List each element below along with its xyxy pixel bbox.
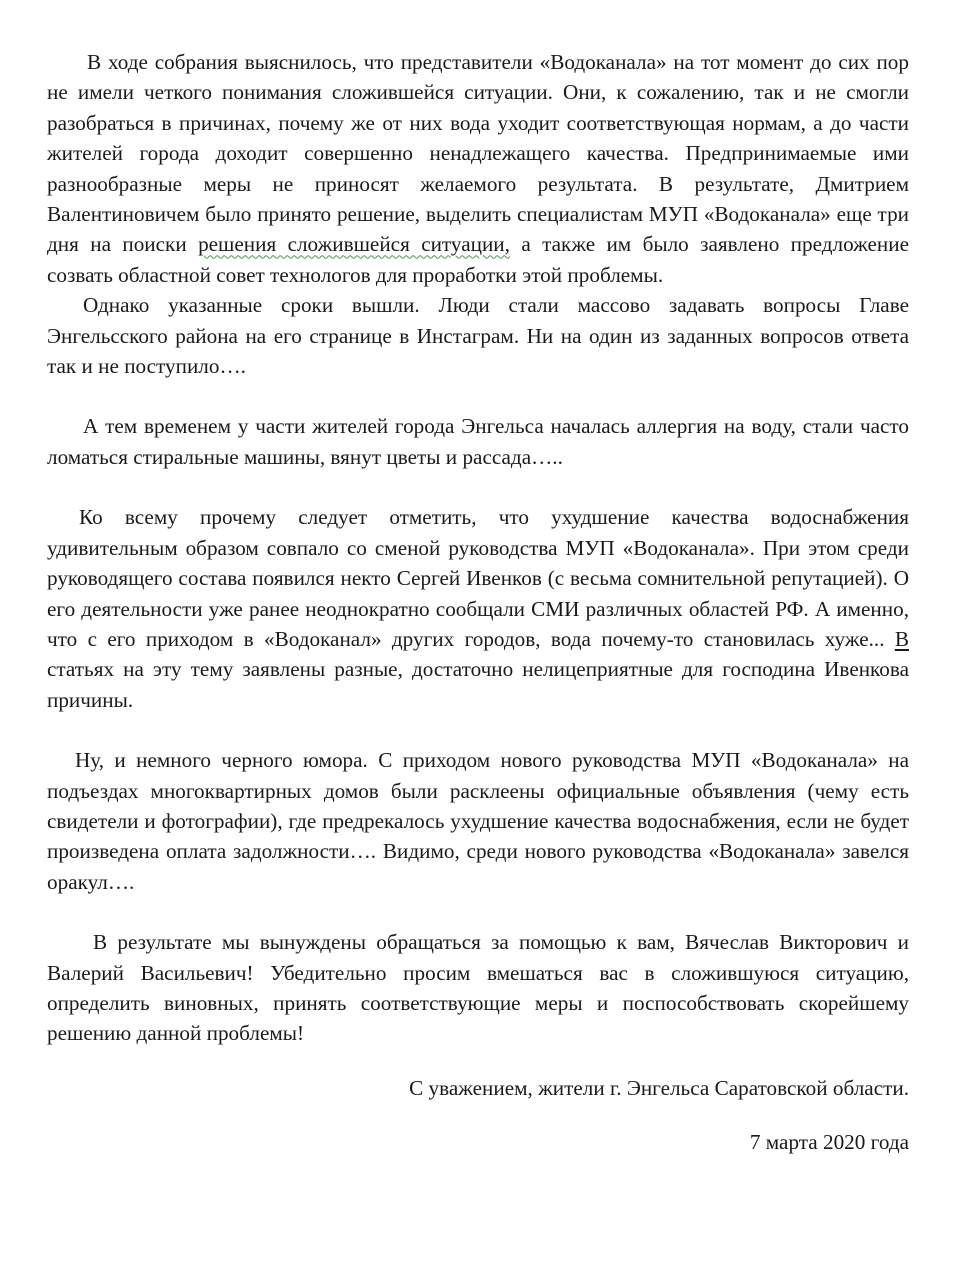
paragraph-meeting-text-start: В ходе собрания выяснилось, что представители «Водоканала» на тот момент до сих пор не имели четкого понимания сложившейся ситуации. Они, к сожалению, так и не смогли разобраться в причинах, почему же от них вода уходит соответствующая нормам, а до части жителей города доходит совершенно ненадлежащего качества. Предпринимаемые ими разнообразные меры не приносят желаемого результата. В результате, Дмитрием Валентиновичем было принято решение, выделить специалистам МУП «Водоканала» еще три дня на поиски: [47, 50, 909, 257]
paragraph-humor: Ну, и немного черного юмора. С приходом нового руководства МУП «Водоканала» на подъездах многоквартирных домов были расклеены официальные объявления (чему есть свидетели и фотографии), где предрекалось ухудшение качества водоснабжения, если не будет произведена оплата задолжности…. Видимо, среди нового руководства «Водоканала» завелся оракул….: [47, 748, 909, 894]
paragraph-management-text-end: статьях на эту тему заявлены разные, достаточно нелицеприятные для господина Ивенкова причины.: [47, 657, 909, 712]
paragraph-management-text-start: Ко всему прочему следует отметить, что ухудшение качества водоснабжения удивительным образом совпало со сменой руководства МУП «Водоканала». При этом среди руководящего состава появился некто Сергей Ивенков (с весьма сомнительной репутацией). О его деятельности уже ранее неоднократно сообщали СМИ различных областей РФ. А именно, что с его приходом в «Водоканал» других городов, вода почему-то становилась хуже...: [47, 505, 909, 651]
paragraph-request: В результате мы вынуждены обращаться за помощью к вам, Вячеслав Викторович и Валерий Васильевич! Убедительно просим вмешаться вас в сложившуюся ситуацию, определить виновных, принять соответствующие меры и поспособствовать скорейшему решению данной проблемы!: [47, 930, 909, 1046]
grammar-flagged-phrase: решения сложившейся ситуации,: [198, 232, 510, 257]
underlined-letter: В: [894, 626, 909, 651]
letter-page: [47, 47, 909, 1158]
paragraph-meeting: [47, 47, 909, 290]
paragraph-allergy: А тем временем у части жителей города Энгельса началась аллергия на воду, стали часто ломаться стиральные машины, вянут цветы и рассада…..: [47, 414, 909, 469]
paragraph-management: [47, 502, 909, 715]
signature-line: С уважением, жители г. Энгельса Саратовской области.: [409, 1075, 909, 1100]
paragraph-meeting-text-end: а также им было заявлено предложение созвать областной совет технологов для проработки этой проблемы.: [47, 232, 910, 287]
letter-date: 7 марта 2020 года: [749, 1130, 909, 1155]
paragraph-deadline: Однако указанные сроки вышли. Люди стали массово задавать вопросы Главе Энгельсского района на его странице в Инстаграм. Ни на один из заданных вопросов ответа так и не поступило….: [47, 293, 909, 379]
